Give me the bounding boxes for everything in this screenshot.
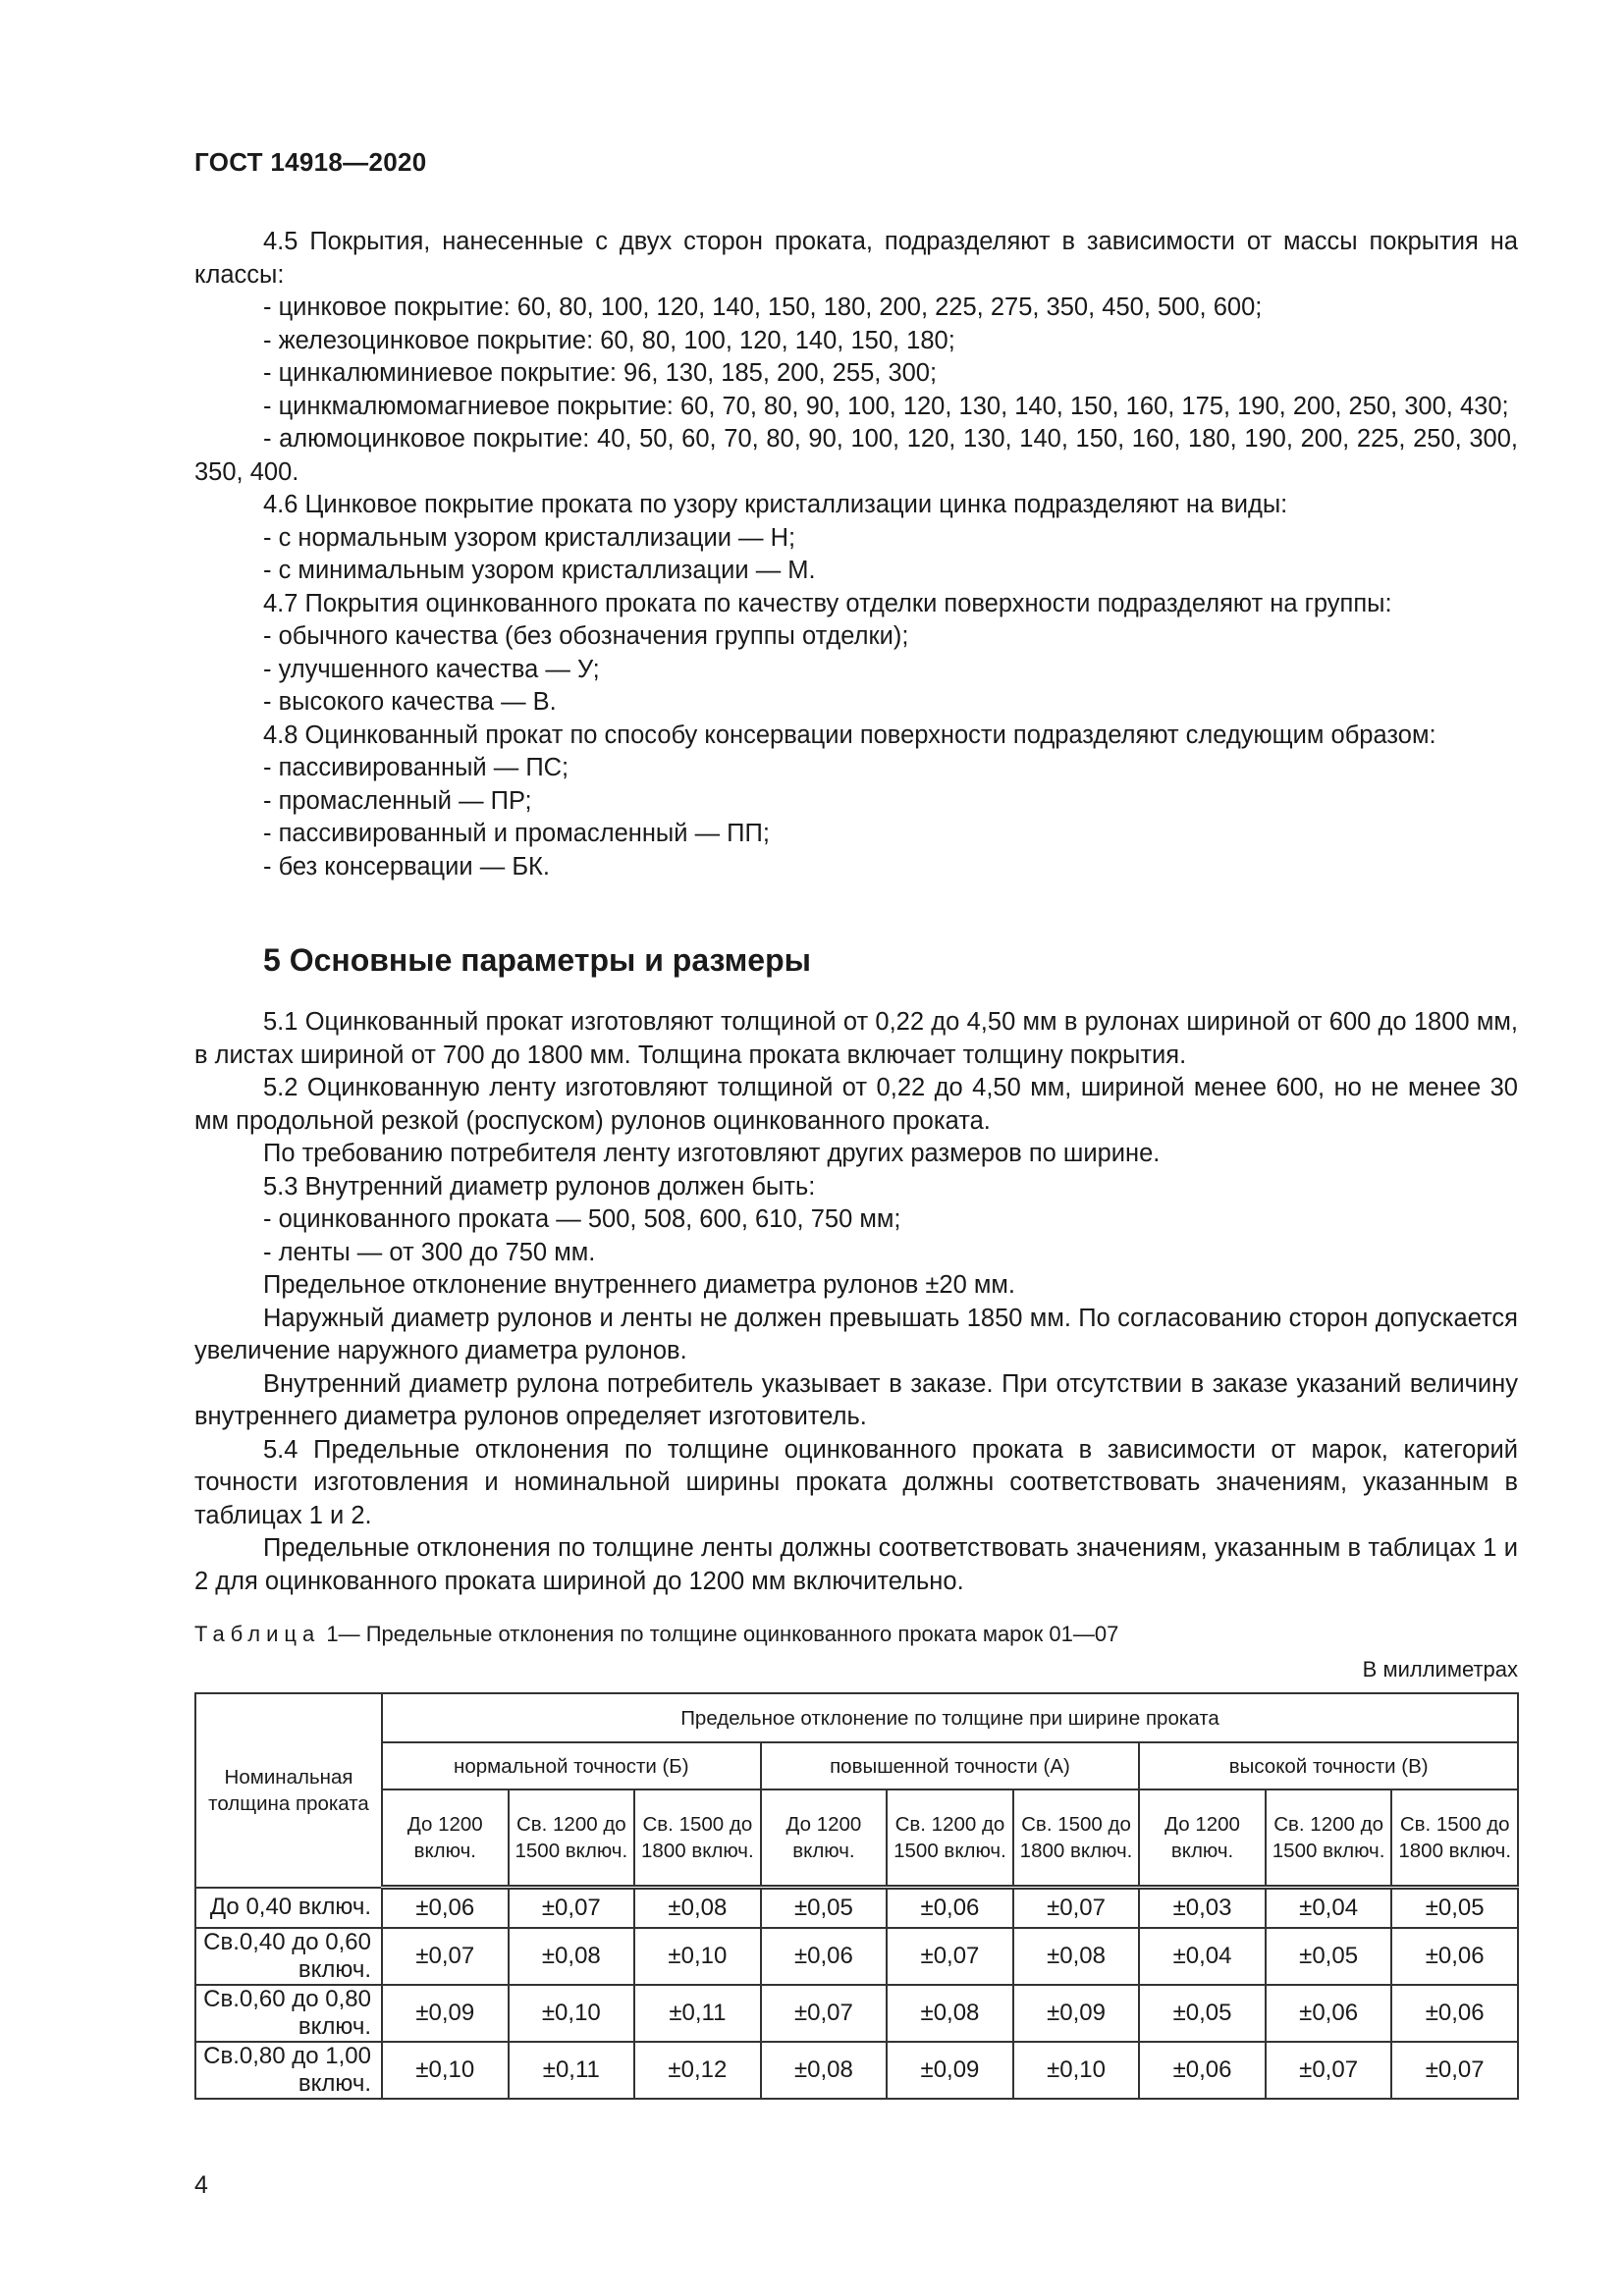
section-5-text xyxy=(194,1006,1518,1598)
table-cell: ±0,05 xyxy=(761,1888,888,1929)
table-cell: ±0,12 xyxy=(634,2042,761,2099)
table-cell: ±0,03 xyxy=(1139,1888,1266,1929)
table-cell: ±0,10 xyxy=(382,2042,509,2099)
table-cell: ±0,10 xyxy=(1013,2042,1140,2099)
table-units: В миллиметрах xyxy=(1362,1657,1518,1682)
section-5-paragraph: Предельное отклонение внутреннего диаметра рулонов ±20 мм. xyxy=(263,1271,1015,1299)
table-cell: ±0,09 xyxy=(382,1985,509,2042)
section-5-paragraph: По требованию потребителя ленту изготовляют других размеров по ширине. xyxy=(263,1140,1161,1167)
table-cell: ±0,08 xyxy=(1013,1928,1140,1985)
table-cell: ±0,05 xyxy=(1391,1888,1518,1929)
section-4-paragraph: 4.8 Оцинкованный прокат по способу консервации поверхности подразделяют следующим образом: xyxy=(263,721,1436,749)
section-4-paragraph: 4.7 Покрытия оцинкованного проката по качеству отделки поверхности подразделяют на группы: xyxy=(263,589,1392,617)
group-header: Предельное отклонение по толщине при ширине проката xyxy=(382,1693,1518,1742)
table-cell: ±0,06 xyxy=(761,1928,888,1985)
section-4-text xyxy=(194,226,1518,883)
width-column-header: Св. 1500 до 1800 включ. xyxy=(1013,1789,1140,1888)
table-row xyxy=(195,1985,1518,2042)
section-4-paragraph: 4.5 Покрытия, нанесенные с двух сторон проката, подразделяют в зависимости от массы покрытия на классы: xyxy=(194,228,1518,289)
table-cell: ±0,09 xyxy=(887,2042,1013,2099)
width-column-header: Св. 1200 до 1500 включ. xyxy=(1266,1789,1392,1888)
table-cell: ±0,09 xyxy=(1013,1985,1140,2042)
accuracy-header: повышенной точности (А) xyxy=(761,1742,1140,1789)
section-4-paragraph: - без консервации — БК. xyxy=(263,852,550,881)
section-4-paragraph: - с нормальным узором кристаллизации — Н; xyxy=(263,523,796,552)
table-caption xyxy=(194,1622,1118,1647)
section-4-paragraph: - цинкмалюмомагниевое покрытие: 60, 70, 80, 90, 100, 120, 130, 140, 150, 160, 175, 190, 200, 250, 300, 430; xyxy=(263,392,1509,420)
stub-header: Номинальная толщина проката xyxy=(195,1693,382,1888)
table-row xyxy=(195,1888,1518,1929)
table-cell: ±0,08 xyxy=(634,1888,761,1929)
section-4-paragraph: - железоцинковое покрытие: 60, 80, 100, 120, 140, 150, 180; xyxy=(263,326,955,354)
accuracy-header: нормальной точности (Б) xyxy=(382,1742,761,1789)
section-4-paragraph: - обычного качества (без обозначения группы отделки); xyxy=(263,622,909,650)
table-cell: ±0,08 xyxy=(761,2042,888,2099)
table-cell: ±0,10 xyxy=(509,1985,635,2042)
section-5-paragraph: 5.4 Предельные отклонения по толщине оцинкованного проката в зависимости от марок, категорий точности изготовления и номинальной ширины проката должны соответствовать значениям, указанным в таблицах 1 и 2. xyxy=(194,1435,1518,1529)
table-cell: ±0,08 xyxy=(509,1928,635,1985)
section-4-paragraph: - цинковое покрытие: 60, 80, 100, 120, 140, 150, 180, 200, 225, 275, 350, 450, 500, 600; xyxy=(263,294,1263,321)
table-cell: ±0,06 xyxy=(382,1888,509,1929)
width-column-header: Св. 1500 до 1800 включ. xyxy=(634,1789,761,1888)
section-heading: 5 Основные параметры и размеры xyxy=(263,942,811,978)
section-5-paragraph: Внутренний диаметр рулона потребитель указывает в заказе. При отсутствии в заказе указаний величину внутреннего диаметра рулонов определяет изготовитель. xyxy=(194,1369,1518,1430)
section-5-paragraph: - ленты — от 300 до 750 мм. xyxy=(263,1238,596,1266)
section-4-paragraph: - высокого качества — В. xyxy=(263,688,557,716)
table-cell: ±0,07 xyxy=(761,1985,888,2042)
section-4-paragraph: - пассивированный и промасленный — ПП; xyxy=(263,820,770,847)
section-4-paragraph: - пассивированный — ПС; xyxy=(263,754,569,781)
width-column-header: Св. 1200 до 1500 включ. xyxy=(509,1789,635,1888)
table-cell: ±0,05 xyxy=(1266,1928,1392,1985)
table-cell: ±0,04 xyxy=(1139,1928,1266,1985)
table-cell: ±0,06 xyxy=(887,1888,1013,1929)
deviation-table xyxy=(194,1692,1519,2100)
table-cell: ±0,04 xyxy=(1266,1888,1392,1929)
width-column-header: До 1200 включ. xyxy=(382,1789,509,1888)
section-5-paragraph: 5.1 Оцинкованный прокат изготовляют толщиной от 0,22 до 4,50 мм в рулонах шириной от 600 до 1800 мм, в листах шириной от 700 до 1800 мм. Толщина проката включает толщину покрытия. xyxy=(194,1008,1518,1069)
width-column-header: Св. 1200 до 1500 включ. xyxy=(887,1789,1013,1888)
section-4-paragraph: - улучшенного качества — У; xyxy=(263,655,600,683)
table-row xyxy=(195,2042,1518,2099)
table-caption-prefix: Таблица xyxy=(194,1622,321,1646)
table-cell: ±0,08 xyxy=(887,1985,1013,2042)
section-4-paragraph: - с минимальным узором кристаллизации — М. xyxy=(263,557,816,584)
width-column-header: Св. 1500 до 1800 включ. xyxy=(1391,1789,1518,1888)
document-header: ГОСТ 14918—2020 xyxy=(194,147,427,177)
row-label: Св.0,40 до 0,60 включ. xyxy=(195,1928,382,1985)
page-number: 4 xyxy=(194,2171,208,2199)
section-5-paragraph: - оцинкованного проката — 500, 508, 600, 610, 750 мм; xyxy=(263,1205,901,1233)
width-column-header: До 1200 включ. xyxy=(761,1789,888,1888)
table-cell: ±0,05 xyxy=(1139,1985,1266,2042)
table-cell: ±0,06 xyxy=(1391,1928,1518,1985)
table-row xyxy=(195,1928,1518,1985)
section-5-paragraph: Наружный диаметр рулонов и ленты не должен превышать 1850 мм. По согласованию сторон допускается увеличение наружного диаметра рулонов. xyxy=(194,1304,1518,1364)
section-4-paragraph: - промасленный — ПР; xyxy=(263,786,532,815)
table-cell: ±0,10 xyxy=(634,1928,761,1985)
row-label: Св.0,60 до 0,80 включ. xyxy=(195,1985,382,2042)
section-4-paragraph: - алюмоцинковое покрытие: 40, 50, 60, 70, 80, 90, 100, 120, 130, 140, 150, 160, 180, 190, 200, 225, 250, 300, 350, 400. xyxy=(194,425,1518,486)
table-cell: ±0,11 xyxy=(509,2042,635,2099)
table-cell: ±0,07 xyxy=(1013,1888,1140,1929)
table-cell: ±0,06 xyxy=(1139,2042,1266,2099)
section-5-paragraph: 5.2 Оцинкованную ленту изготовляют толщиной от 0,22 до 4,50 мм, шириной менее 600, но не менее 30 мм продольной резкой (роспуском) рулонов оцинкованного проката. xyxy=(194,1074,1518,1135)
row-label: Св.0,80 до 1,00 включ. xyxy=(195,2042,382,2099)
table-cell: ±0,07 xyxy=(887,1928,1013,1985)
table-cell: ±0,07 xyxy=(1391,2042,1518,2099)
table-caption-text: 1— Предельные отклонения по толщине оцинкованного проката марок 01—07 xyxy=(326,1622,1119,1646)
width-column-header: До 1200 включ. xyxy=(1139,1789,1266,1888)
table-cell: ±0,07 xyxy=(1266,2042,1392,2099)
accuracy-header: высокой точности (В) xyxy=(1139,1742,1518,1789)
section-4-paragraph: 4.6 Цинковое покрытие проката по узору кристаллизации цинка подразделяют на виды: xyxy=(263,491,1288,518)
section-5-paragraph: Предельные отклонения по толщине ленты должны соответствовать значениям, указанным в таблицах 1 и 2 для оцинкованного проката шириной до 1200 мм включительно. xyxy=(194,1534,1518,1595)
table-cell: ±0,11 xyxy=(634,1985,761,2042)
table-cell: ±0,06 xyxy=(1266,1985,1392,2042)
section-5-paragraph: 5.3 Внутренний диаметр рулонов должен быть: xyxy=(263,1172,816,1201)
table-cell: ±0,07 xyxy=(509,1888,635,1929)
row-label: До 0,40 включ. xyxy=(195,1888,382,1929)
table-cell: ±0,07 xyxy=(382,1928,509,1985)
section-4-paragraph: - цинкалюминиевое покрытие: 96, 130, 185, 200, 255, 300; xyxy=(263,359,938,387)
table-cell: ±0,06 xyxy=(1391,1985,1518,2042)
